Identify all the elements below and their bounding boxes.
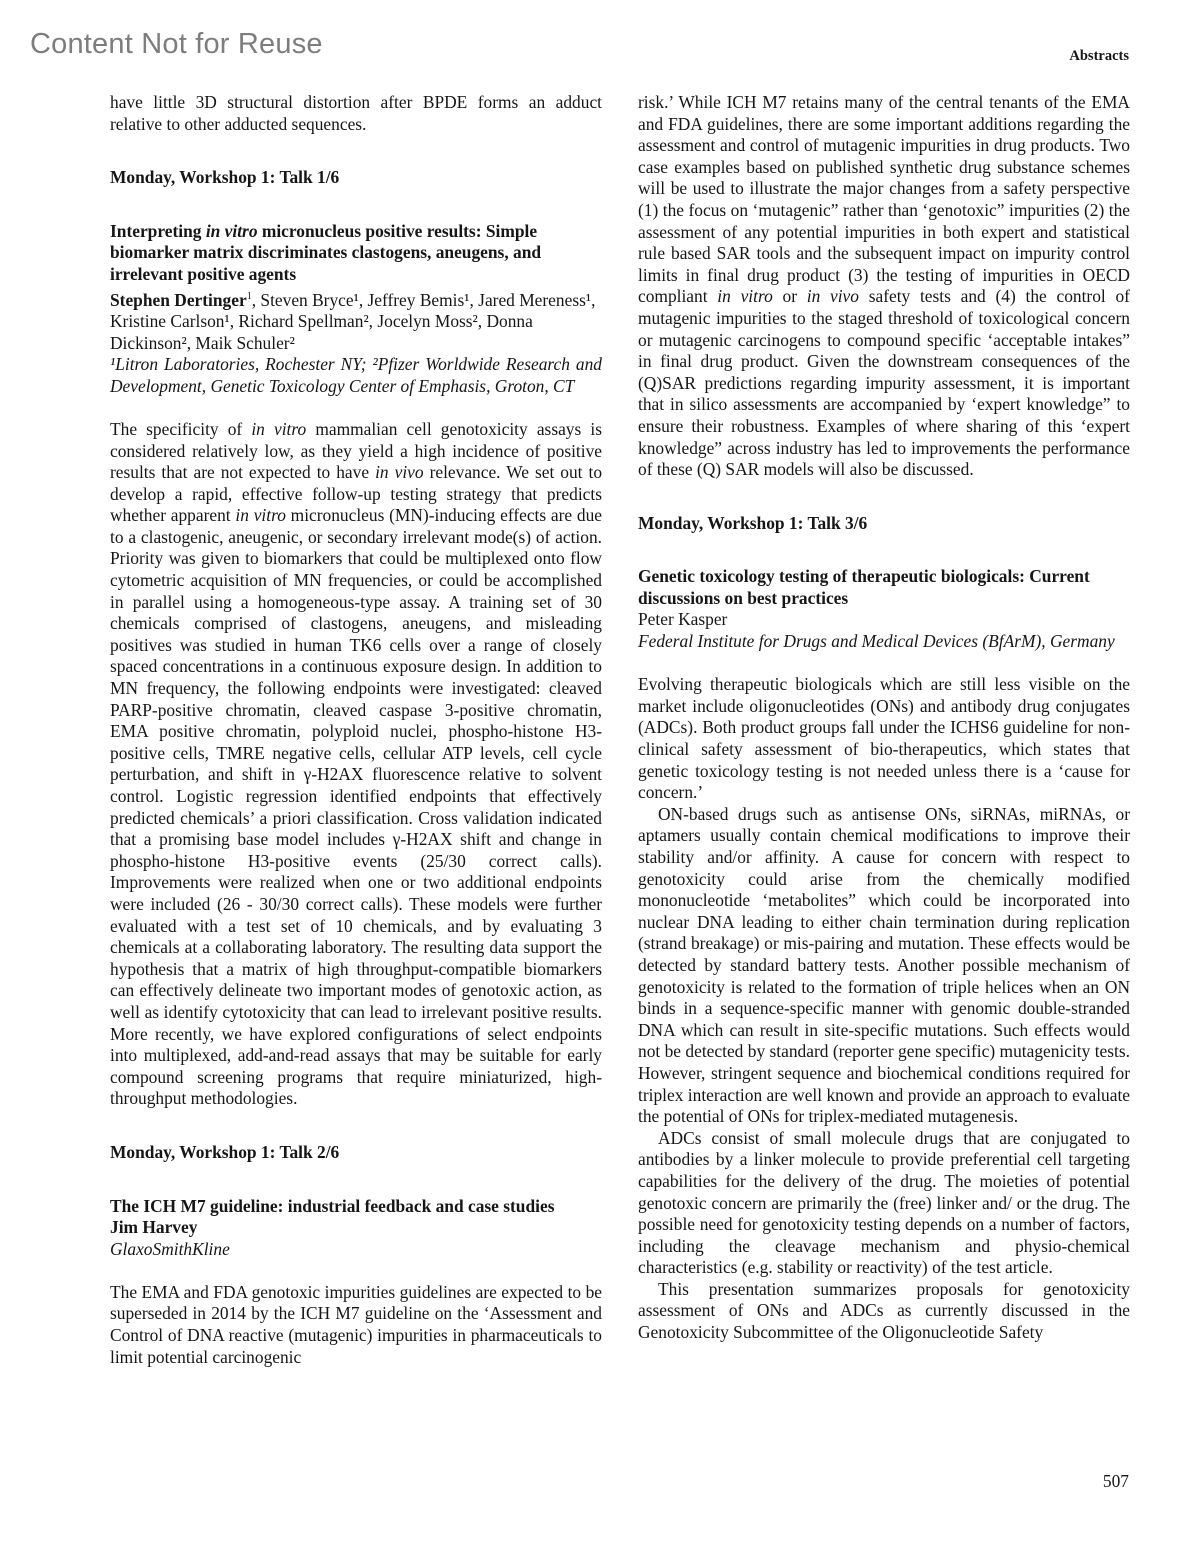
abstract-title-talk3: Genetic toxicology testing of therapeutic biologicals: Current discussions on best practices [638, 566, 1090, 608]
authors-talk2: Jim Harvey [110, 1217, 198, 1238]
abstract-body-talk3-p2: ON-based drugs such as antisense ONs, siRNAs, miRNAs, or aptamers usually contain chemical modifications to improve their stability and/or affinity. A cause for concern with respect to genotoxicity could arise from the chemically modified mononucleotide ‘metabolites” which could be incorporated into nuclear DNA leading to either chain termination during replication (strand breakage) or mis-pairing and mutation. These effects would be detected by standard battery tests. Another possible mechanism of genotoxicity is related to the formation of triple helices when an ON binds in a sequence-specific manner with genomic double-stranded DNA which can result in site-specific mutations. Such effects would not be detected by standard (reporter gene specific) mutagenicity tests. However, stringent sequence and biochemical conditions required for triplex interaction are well known and provide an approach to evaluate the potential of ONs for triplex-mediated mutagenesis. [638, 803, 1130, 1127]
authors-talk1: Stephen Dertinger$^1$, Steven Bryce¹, Jeffrey Bemis¹, Jared Mereness¹, Kristine Carlson¹, Richard Spellman², Jocelyn Moss², Donna Dickinson², Maik Schuler² [110, 289, 596, 353]
section-header: Abstracts [1069, 48, 1129, 64]
abstract-body-talk3-p1: Evolving therapeutic biologicals which are still less visible on the market include oligonucleotides (ONs) and antibody drug conjugates (ADCs). Both product groups fall under the ICHS6 guideline for non-clinical safety assessment of bio-therapeutics, which states that genetic toxicology testing is not needed unless there is a ‘cause for concern.’ [638, 674, 1130, 803]
affiliation-talk3: Federal Institute for Drugs and Medical Devices (BfArM), Germany [638, 631, 1115, 652]
continuation-paragraph: have little 3D structural distortion after BPDE forms an adduct relative to other adducted sequences. [110, 92, 602, 134]
session-heading-talk2: Monday, Workshop 1: Talk 2/6 [110, 1141, 340, 1162]
page-number: 507 [1102, 1471, 1129, 1491]
watermark: Content Not for Reuse [30, 28, 323, 60]
abstract-body-talk3-p4: This presentation summarizes proposals for genotoxicity assessment of ONs and ADCs as currently discussed in the Genotoxicity Subcommittee of the Oligonucleotide Safety [638, 1278, 1130, 1343]
affiliation-talk2: GlaxoSmithKline [110, 1238, 230, 1259]
abstract-body-talk1: The specificity of in vitro mammalian cell genotoxicity assays is considered relatively low, as they yield a high incidence of positive results that are not expected to have in vivo relevance. We set out to develop a rapid, effective follow-up testing strategy that predicts whether apparent in vitro micronucleus (MN)-inducing effects are due to a clastogenic, aneugenic, or secondary irrelevant mode(s) of action. Priority was given to biomarkers that could be multiplexed onto flow cytometric acquisition of MN frequencies, or could be accomplished in parallel using a homogeneous-type assay. A training set of 30 chemicals comprised of clastogens, aneugens, and misleading positives was studied in human TK6 cells over a range of closely spaced concentrations in a continuous exposure design. In addition to MN frequency, the following endpoints were investigated: cleaved PARP-positive chromatin, cleaved caspase 3-positive chromatin, EMA positive chromatin, polyploid nuclei, phospho-histone H3-positive cells, TMRE negative cells, cellular ATP levels, cell cycle perturbation, and shift in γ-H2AX fluorescence relative to solvent control. Logistic regression identified endpoints that effectively predicted chemicals’ a priori classification. Cross validation indicated that a promising base model includes γ-H2AX shift and change in phospho-histone H3-positive events (25/30 correct calls). Improvements were realized when one or two additional endpoints were included (26 - 30/30 correct calls). These models were further evaluated with a test set of 10 chemicals, and by evaluating 3 chemicals at a collaborating laboratory. The resulting data support the hypothesis that a matrix of high throughput-compatible biomarkers can effectively delineate two important modes of genotoxic action, as well as identify cytotoxicity that can lead to irrelevant positive results. More recently, we have explored configurations of select endpoints into multiplexed, add-and-read assays that may be suitable for early compound screening programs that require miniaturized, high-throughput methodologies. [110, 418, 603, 1109]
abstract-body-talk2-continued: risk.’ While ICH M7 retains many of the central tenants of the EMA and FDA guidelines, there are some important additions regarding the assessment and control of mutagenic impurities in drug products. Two case examples based on published synthetic drug substance schemes will be used to illustrate the major changes from a safety perspective (1) the focus on ‘mutagenic” rather than ‘genotoxic” impurities (2) the assessment of any potential impurities in both expert and statistical rule based SAR tools and the subsequent impact on impurity control limits in final drug product (3) the testing of impurities in OECD compliant in vitro or in vivo safety tests and (4) the control of mutagenic impurities to the staged threshold of toxicological concern or mutagenic carcinogens to compound specific ‘acceptable intakes” in final drug product. Given the downstream consequences of the (Q)SAR predictions regarding impurity assessment, it is important that in silico assessments are accompanied by ‘expert knowledge” to ensure their robustness. Examples of where sharing of this ‘expert knowledge” across industry has led to improvements the performance of these (Q) SAR models will also be discussed. [638, 92, 1130, 480]
session-heading-talk1: Monday, Workshop 1: Talk 1/6 [110, 167, 340, 188]
abstract-body-talk3-p3: ADCs consist of small molecule drugs that are conjugated to antibodies by a linker molecule to provide preferential cell targeting capabilities for the delivery of the drug. The moieties of potential genotoxic concern are primarily the (free) linker and/ or the drug. The possible need for genotoxicity testing depends on a number of factors, including the cleavage mechanism and physio-chemical characteristics (e.g. stability or reactivity) of the test article. [638, 1127, 1130, 1278]
right-column [638, 92, 1130, 1344]
session-heading-talk3: Monday, Workshop 1: Talk 3/6 [638, 512, 868, 533]
authors-talk3: Peter Kasper [638, 609, 728, 630]
abstract-title-talk2: The ICH M7 guideline: industrial feedback and case studies [110, 1195, 555, 1216]
left-column [110, 92, 602, 1368]
abstract-title-talk1: Interpreting in vitro micronucleus positive results: Simple biomarker matrix discriminates clastogens, aneugens, and irrelevant positive agents [110, 220, 542, 284]
affiliation-talk1: ¹Litron Laboratories, Rochester NY; ²Pfizer Worldwide Research and Development, Genetic Toxicology Center of Emphasis, Groton, CT [110, 354, 602, 396]
abstract-body-talk2: The EMA and FDA genotoxic impurities guidelines are expected to be superseded in 2014 by the ICH M7 guideline on the ‘Assessment and Control of DNA reactive (mutagenic) impurities in pharmaceuticals to limit potential carcinogenic [110, 1281, 602, 1367]
